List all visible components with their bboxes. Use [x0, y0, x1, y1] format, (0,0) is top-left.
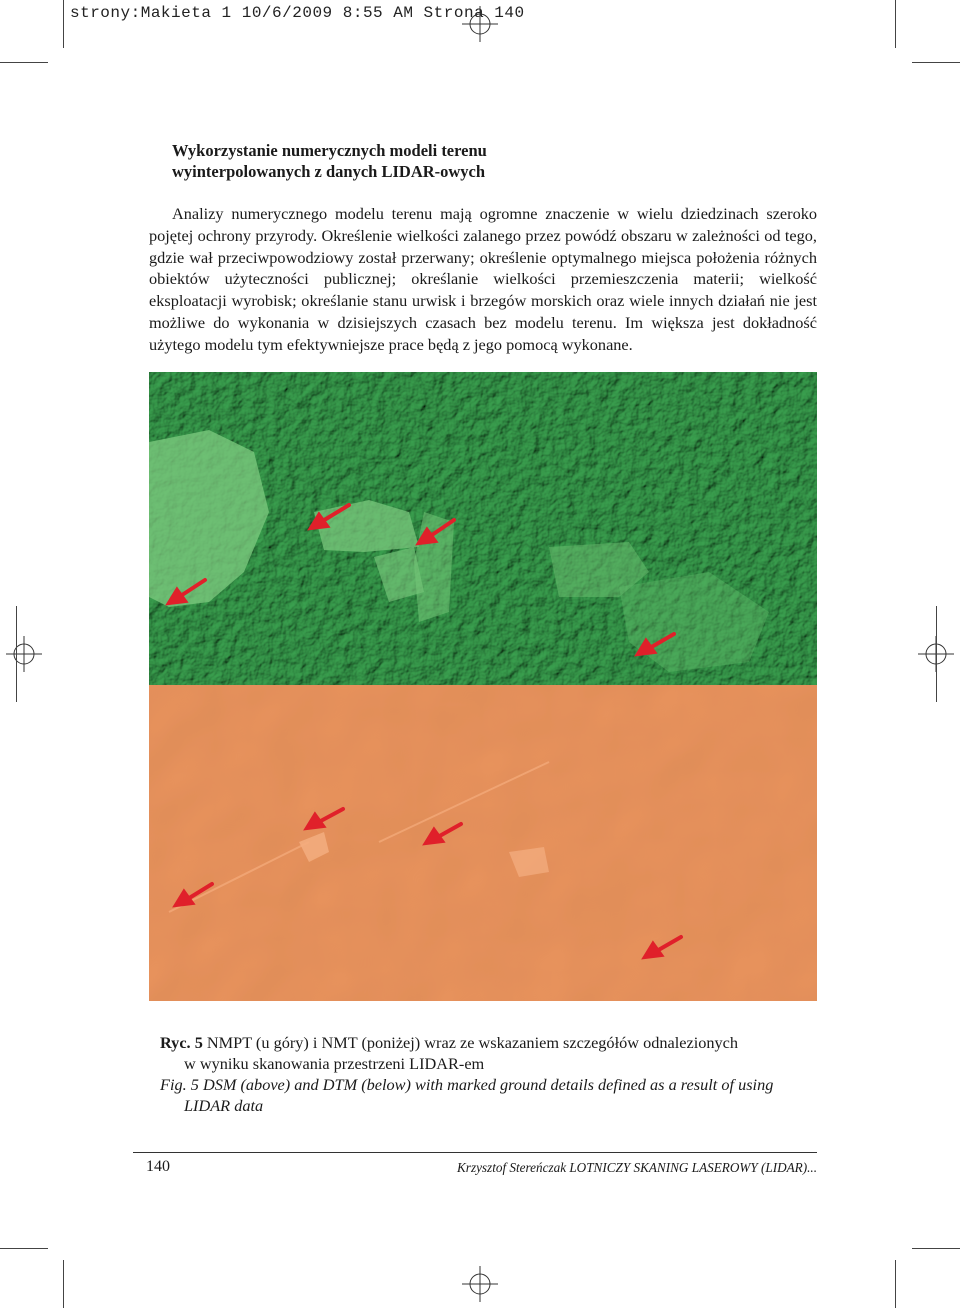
crop-mark: [912, 1248, 960, 1249]
crop-mark: [895, 1260, 896, 1308]
caption-pl-line-2: w wyniku skanowania przestrzeni LIDAR-em: [184, 1054, 485, 1073]
registration-mark-icon: [6, 636, 42, 672]
running-title: Krzysztof Stereńczak LOTNICZY SKANING LASEROWY (LIDAR)...: [457, 1160, 817, 1175]
caption-en-line-2: LIDAR data: [184, 1096, 264, 1115]
caption-pl-text: NMPT (u góry) i NMT (poniżej) wraz ze wskazaniem szczegółów odnalezionych: [206, 1033, 739, 1052]
crop-mark: [936, 606, 937, 702]
figure-caption: [160, 1032, 820, 1116]
heading-line-2: wyinterpolowanych z danych LIDAR-owych: [172, 162, 486, 181]
crop-mark: [16, 606, 17, 702]
dsm-panel: [149, 372, 817, 685]
crop-mark: [0, 62, 48, 63]
crop-mark: [912, 62, 960, 63]
section-heading: [172, 140, 812, 182]
registration-mark-icon: [462, 6, 498, 42]
lidar-figure: [149, 372, 817, 1001]
caption-label: Ryc. 5: [160, 1033, 203, 1052]
crop-mark: [0, 1248, 48, 1249]
crop-mark: [895, 0, 896, 48]
caption-en-line-1: Fig. 5 DSM (above) and DTM (below) with marked ground details defined as a result of using: [160, 1075, 774, 1094]
page-number: 140: [146, 1158, 170, 1175]
footer-rule: [133, 1152, 817, 1153]
crop-mark: [63, 1260, 64, 1308]
caption-pl-line-1: [160, 1032, 820, 1053]
heading-line-1: Wykorzystanie numerycznych modeli terenu: [172, 141, 487, 160]
registration-mark-icon: [462, 1266, 498, 1302]
body-paragraph: Analizy numerycznego modelu terenu mają ogromne znaczenie w wielu dziedzinach szeroko pojętej ochrony przyrody. Określenie wielkości zalanego przez powódź obszaru w zależności od tego, gdzie wał przeciwpowodziowy został przerwany; określenie optymalnego miejsca położenia różnych obiektów użyteczności publicznej; określanie wielkości przemieszczenia materii; wielkość eksploatacji wyrobisk; określanie stanu urwisk i brzegów morskich oraz wiele innych działań nie jest możliwe do wykonania w dzisiejszych czasach bez modelu terenu. Im większa jest dokładność użytego modelu tym efektywniejsze prace będą z jego pomocą wykonane.: [149, 204, 817, 354]
crop-mark: [63, 0, 64, 48]
print-slug: strony:Makieta 1 10/6/2009 8:55 AM Strona 140: [70, 4, 525, 22]
dtm-panel: [149, 685, 817, 1001]
dsm-dtm-image: [149, 372, 817, 1001]
